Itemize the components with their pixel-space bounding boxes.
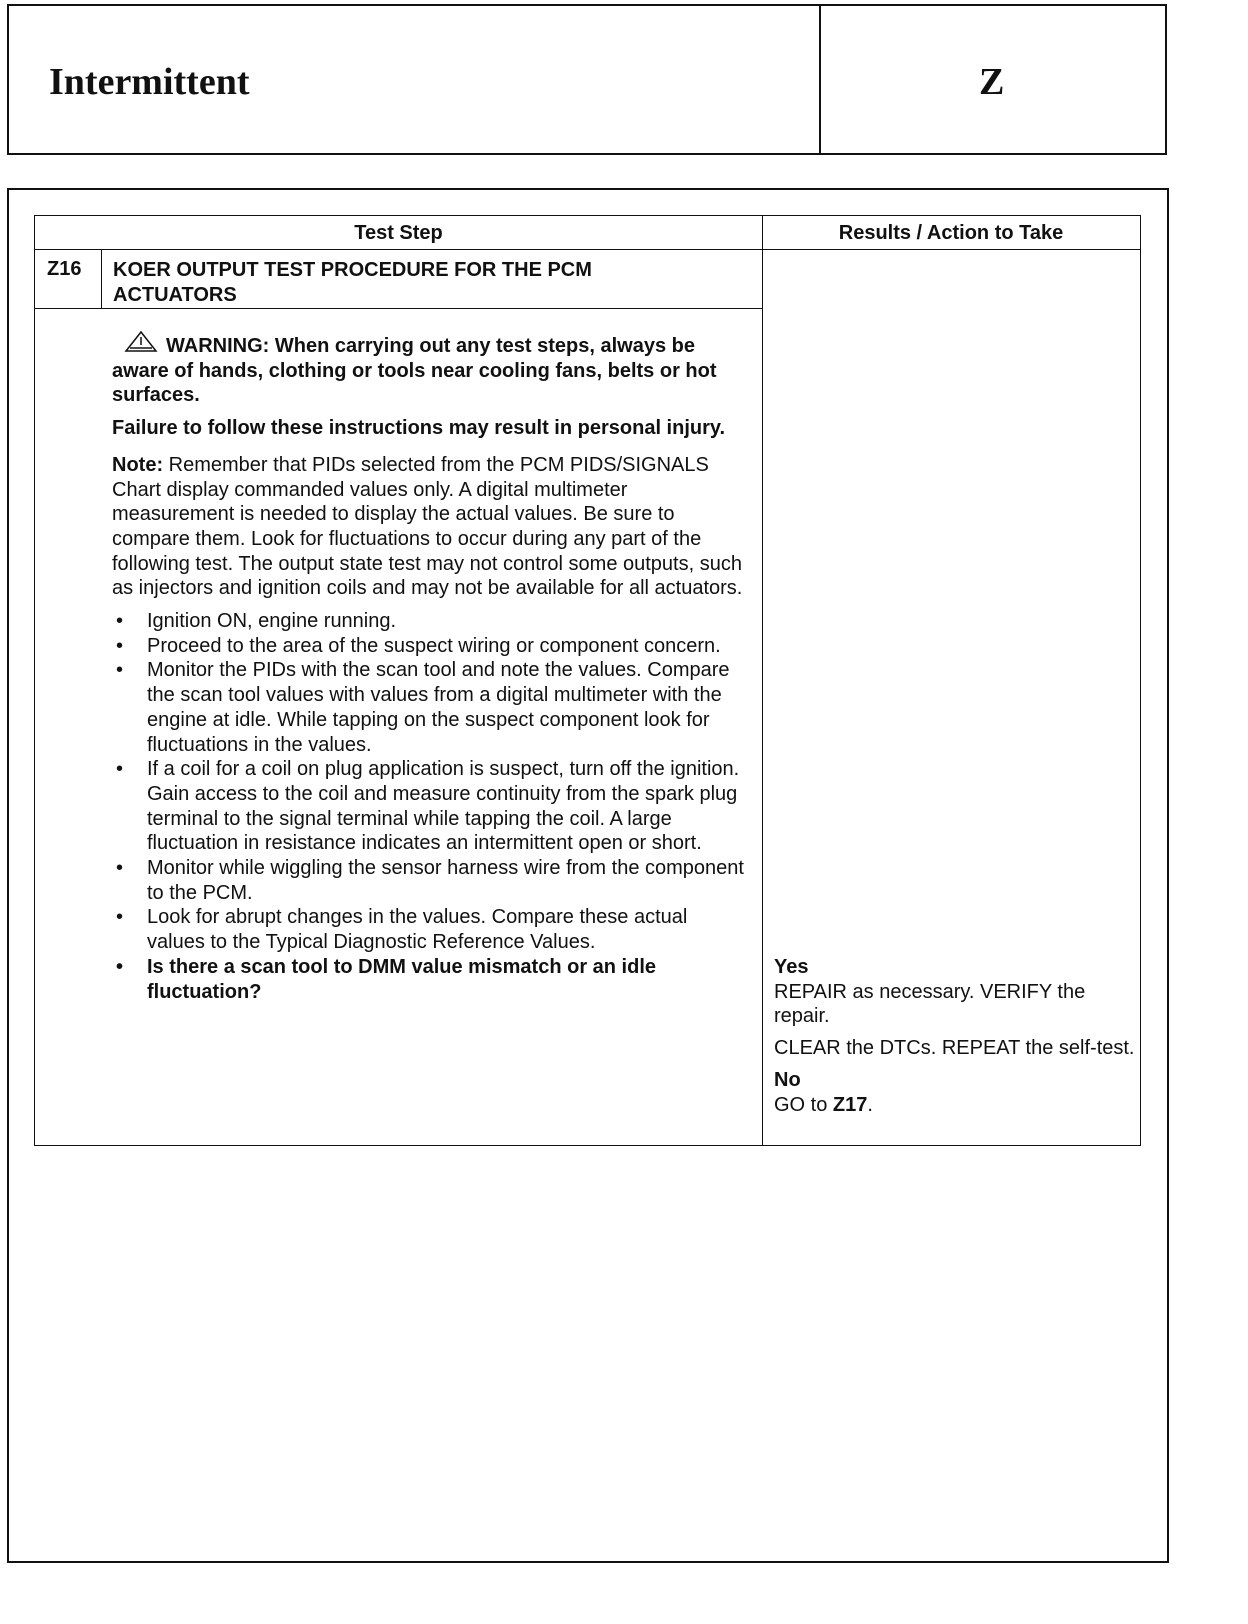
column-divider (762, 216, 763, 1145)
page-title: Intermittent (49, 61, 250, 103)
bullet-item: • If a coil for a coil on plug application is suspect, turn off the ignition. Gain access to the coil and measure continuity from the spark plug terminal to the signal terminal while tapping the coil. A large fluctuation in resistance indicates an intermittent open or short. (112, 757, 748, 856)
note-label: Note: (112, 453, 164, 476)
column-header-test-step: Test Step (354, 222, 443, 244)
step-bullets (112, 609, 748, 1004)
header-divider (819, 6, 821, 153)
warning (112, 330, 748, 408)
yes-label: Yes (774, 956, 809, 978)
bullet-item: • Ignition ON, engine running. (112, 609, 748, 634)
no-action-text: GO to (774, 1093, 833, 1116)
no-action-suffix: . (867, 1093, 873, 1116)
goto-step-link[interactable]: Z17 (832, 1093, 868, 1116)
no-label: No (774, 1068, 801, 1091)
yes-action-2: CLEAR the DTCs. REPEAT the self-test. (774, 1037, 1135, 1060)
step-id: Z16 (47, 258, 82, 280)
header-row-divider (35, 249, 1140, 250)
note-text: Remember that PIDs selected from the PCM PIDS/SIGNALS Chart display commanded values only. A digital multimeter measurement is needed to display the actual values. Be sure to compare them. Look for fluctuations to occur during any part of the following test. The output state test may not control some outputs, such as injectors and ignition coils and may not be available for all actuators. (112, 453, 743, 600)
warning-triangle-icon (124, 330, 158, 352)
step-content (112, 330, 748, 1004)
warning-text: WARNING: When carrying out any test steps, always be aware of hands, clothing or tools near cooling fans, belts or hot surfaces. (112, 335, 717, 407)
note (112, 453, 748, 601)
bullet-item: • Monitor while wiggling the sensor harness wire from the component to the PCM. (112, 856, 748, 905)
yes-action-1: REPAIR as necessary. VERIFY the repair. (774, 980, 1086, 1028)
page-header (7, 4, 1167, 155)
bullet-question: • Is there a scan tool to DMM value mismatch or an idle fluctuation? (112, 955, 748, 1004)
step-id-divider (101, 249, 102, 308)
section-letter: Z (979, 61, 1005, 103)
step-title: KOER OUTPUT TEST PROCEDURE FOR THE PCM ACTUATORS (113, 259, 592, 306)
bullet-item: • Look for abrupt changes in the values. Compare these actual values to the Typical Diagnostic Reference Values. (112, 905, 748, 954)
column-header-results: Results / Action to Take (838, 222, 1064, 244)
step-title-divider (35, 308, 762, 309)
results-content (774, 955, 1139, 1117)
no-action (774, 1093, 1139, 1118)
bullet-item: • Proceed to the area of the suspect wiring or component concern. (112, 634, 748, 659)
bullet-item: • Monitor the PIDs with the scan tool and note the values. Compare the scan tool values with values from a digital multimeter with the engine at idle. While tapping on the suspect component look for fluctuations in the values. (112, 658, 748, 757)
warning-consequence: Failure to follow these instructions may result in personal injury. (112, 417, 726, 440)
test-step-table (34, 215, 1141, 1146)
